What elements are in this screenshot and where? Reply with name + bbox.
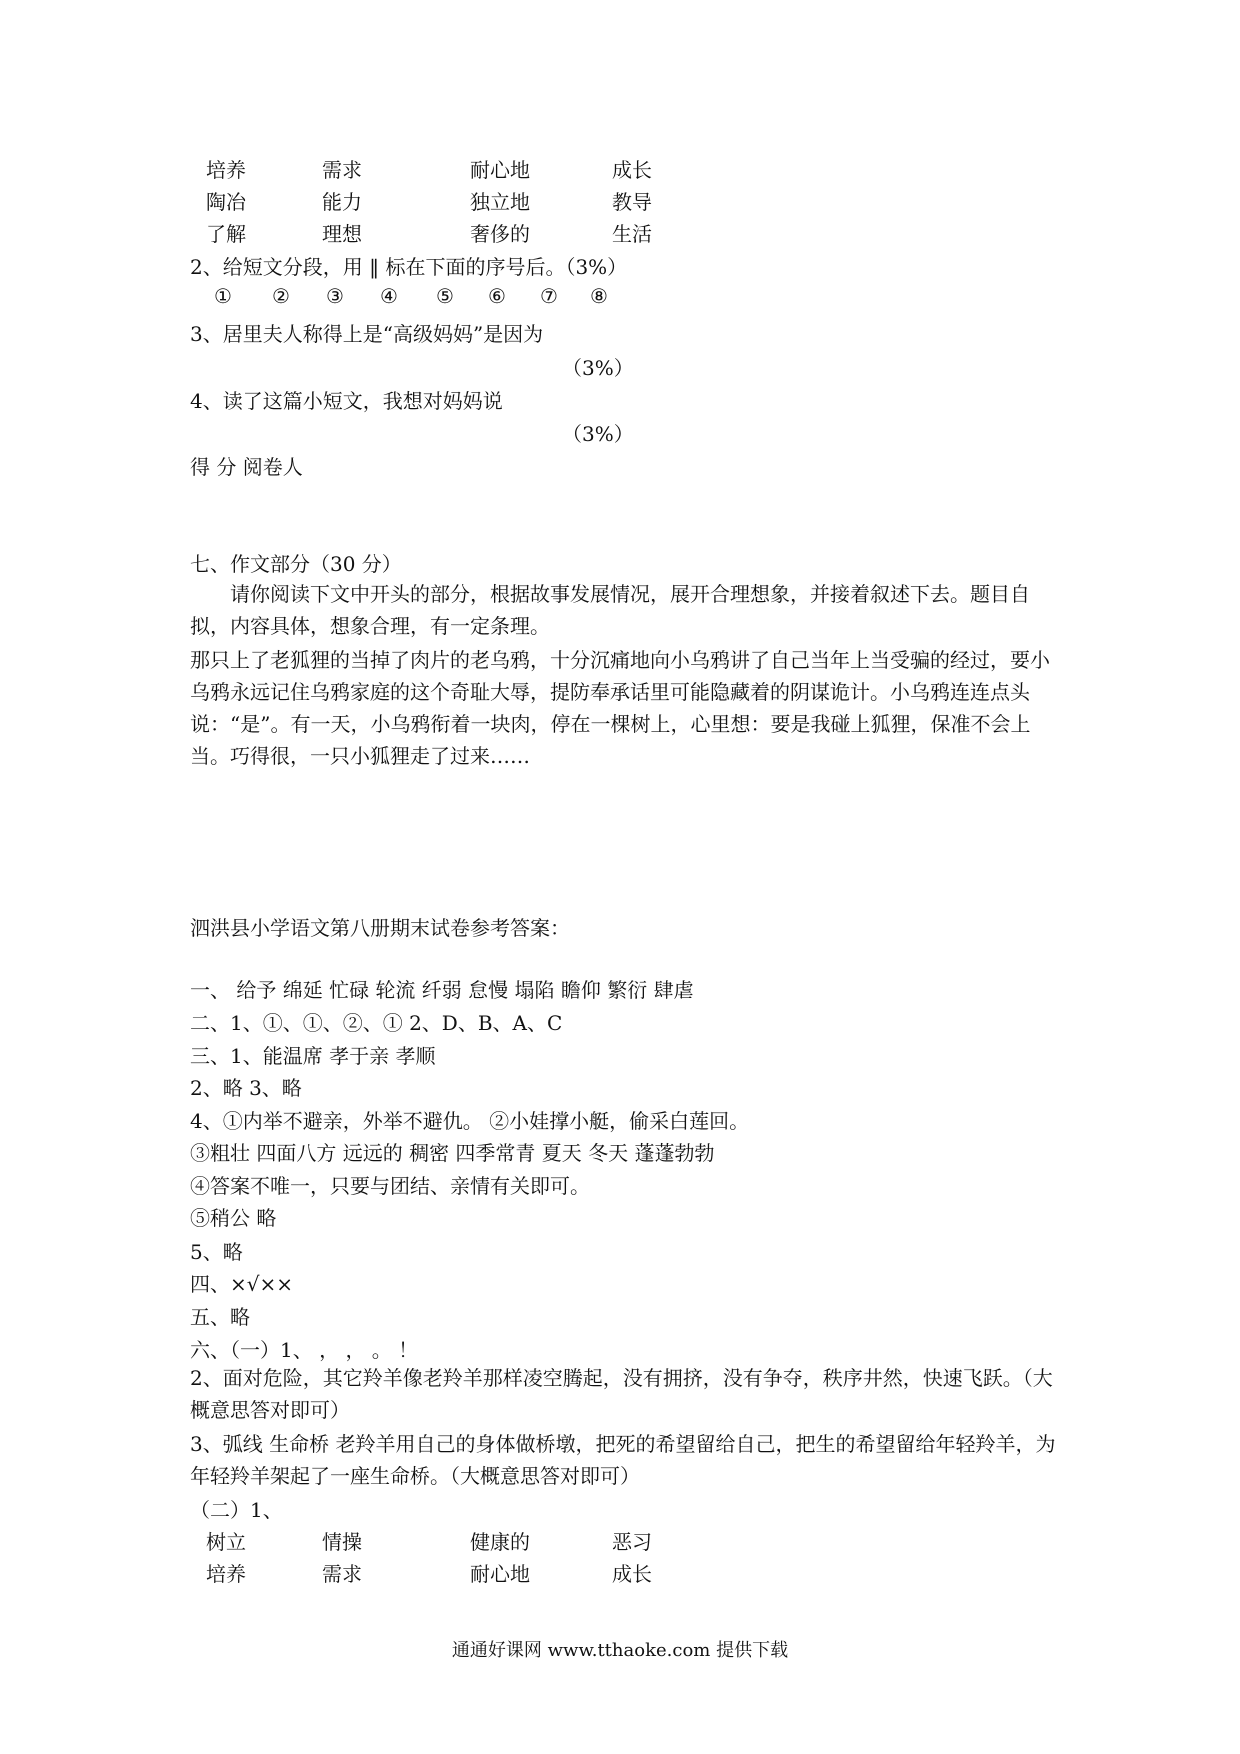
question-4: 4、读了这篇小短文，我想对妈妈说 (190, 389, 503, 413)
answer-line: 5、略 (190, 1240, 243, 1264)
number-mark: ④ (380, 284, 398, 308)
table-cell: 成长 (612, 158, 652, 182)
table-cell: 耐心地 (470, 158, 530, 182)
table-cell: 教导 (612, 190, 652, 214)
question-3: 3、居里夫人称得上是“高级妈妈”是因为 (190, 322, 544, 346)
number-mark: ② (272, 284, 290, 308)
section-7-title: 七、作文部分（30 分） (190, 552, 402, 576)
answer-line: 三、1、能温席 孝于亲 孝顺 (190, 1044, 436, 1068)
answer-line: 二、1、①、①、②、① 2、D、B、A、C (190, 1011, 563, 1035)
table-cell: 培养 (206, 1562, 246, 1586)
table-cell: 生活 (612, 222, 652, 246)
number-mark: ⑤ (436, 284, 454, 308)
answer-6-3: 3、弧线 生命桥 老羚羊用自己的身体做桥墩，把死的希望留给自己，把生的希望留给年轻羚羊，为年轻羚羊架起了一座生命桥。（大概意思答对即可） (190, 1432, 1056, 1488)
answer-title: 泗洪县小学语文第八册期末试卷参考答案： (190, 916, 570, 940)
table-cell: 耐心地 (470, 1562, 530, 1586)
table-cell: 陶冶 (206, 190, 246, 214)
question-4-score: （3%） (562, 422, 634, 446)
answer-6-part2: （二）1、 (190, 1498, 283, 1522)
table-cell: 培养 (206, 158, 246, 182)
table-cell: 恶习 (612, 1530, 652, 1554)
answer-line: 一、 给予 绵延 忙碌 轮流 纤弱 怠慢 塌陷 瞻仰 繁衍 肆虐 (190, 978, 694, 1002)
section-7-story: 那只上了老狐狸的当掉了肉片的老乌鸦，十分沉痛地向小乌鸦讲了自己当年上当受骗的经过，要小乌鸦永远记住乌鸦家庭的这个奇耻大辱，提防奉承话里可能隐藏着的阴谋诡计。小乌鸦连连点头说：“是”。有一天，小乌鸦衔着一块肉，停在一棵树上，心里想：要是我碰上狐狸，保准不会上当。巧得很，一只小狐狸走了过来…… (190, 648, 1050, 768)
table-cell: 需求 (322, 1562, 362, 1586)
question-3-score: （3%） (562, 356, 634, 380)
answer-line: 六、（一）1、 ， ， 。 ！ (190, 1338, 419, 1362)
number-mark: ⑧ (590, 284, 608, 308)
question-2: 2、给短文分段，用 ‖ 标在下面的序号后。（3%） (190, 255, 628, 279)
answer-6-2: 2、面对危险，其它羚羊像老羚羊那样凌空腾起，没有拥挤，没有争夺，秩序井然，快速飞跃。（大概意思答对即可） (190, 1366, 1053, 1422)
table-cell: 成长 (612, 1562, 652, 1586)
table-cell: 能力 (322, 190, 362, 214)
answer-line: ④答案不唯一，只要与团结、亲情有关即可。 (190, 1174, 590, 1198)
number-mark: ① (214, 284, 232, 308)
table-cell: 理想 (322, 222, 362, 246)
number-mark: ⑦ (540, 284, 558, 308)
page-footer: 通通好课网 www.tthaoke.com 提供下载 (451, 1640, 789, 1661)
table-cell: 情操 (322, 1530, 362, 1554)
answer-line: 4、①内举不避亲，外举不避仇。 ②小娃撑小艇，偷采白莲回。 (190, 1109, 750, 1133)
answer-line: 四、×√×× (190, 1272, 294, 1296)
answer-line: ③粗壮 四面八方 远远的 稠密 四季常青 夏天 冬天 蓬蓬勃勃 (190, 1141, 715, 1165)
score-reviewer-label: 得 分 阅卷人 (190, 455, 303, 479)
answer-line: 2、略 3、略 (190, 1076, 302, 1100)
table-cell: 健康的 (470, 1530, 530, 1554)
table-cell: 了解 (206, 222, 246, 246)
table-cell: 独立地 (470, 190, 530, 214)
table-cell: 需求 (322, 158, 362, 182)
table-cell: 奢侈的 (470, 222, 530, 246)
table-cell: 树立 (206, 1530, 246, 1554)
number-mark: ③ (326, 284, 344, 308)
answer-line: 五、略 (190, 1305, 250, 1329)
number-mark: ⑥ (488, 284, 506, 308)
section-7-instruction: 请你阅读下文中开头的部分，根据故事发展情况，展开合理想象，并接着叙述下去。题目自拟，内容具体，想象合理，有一定条理。 (190, 582, 1030, 638)
answer-line: ⑤稍公 略 (190, 1206, 277, 1230)
